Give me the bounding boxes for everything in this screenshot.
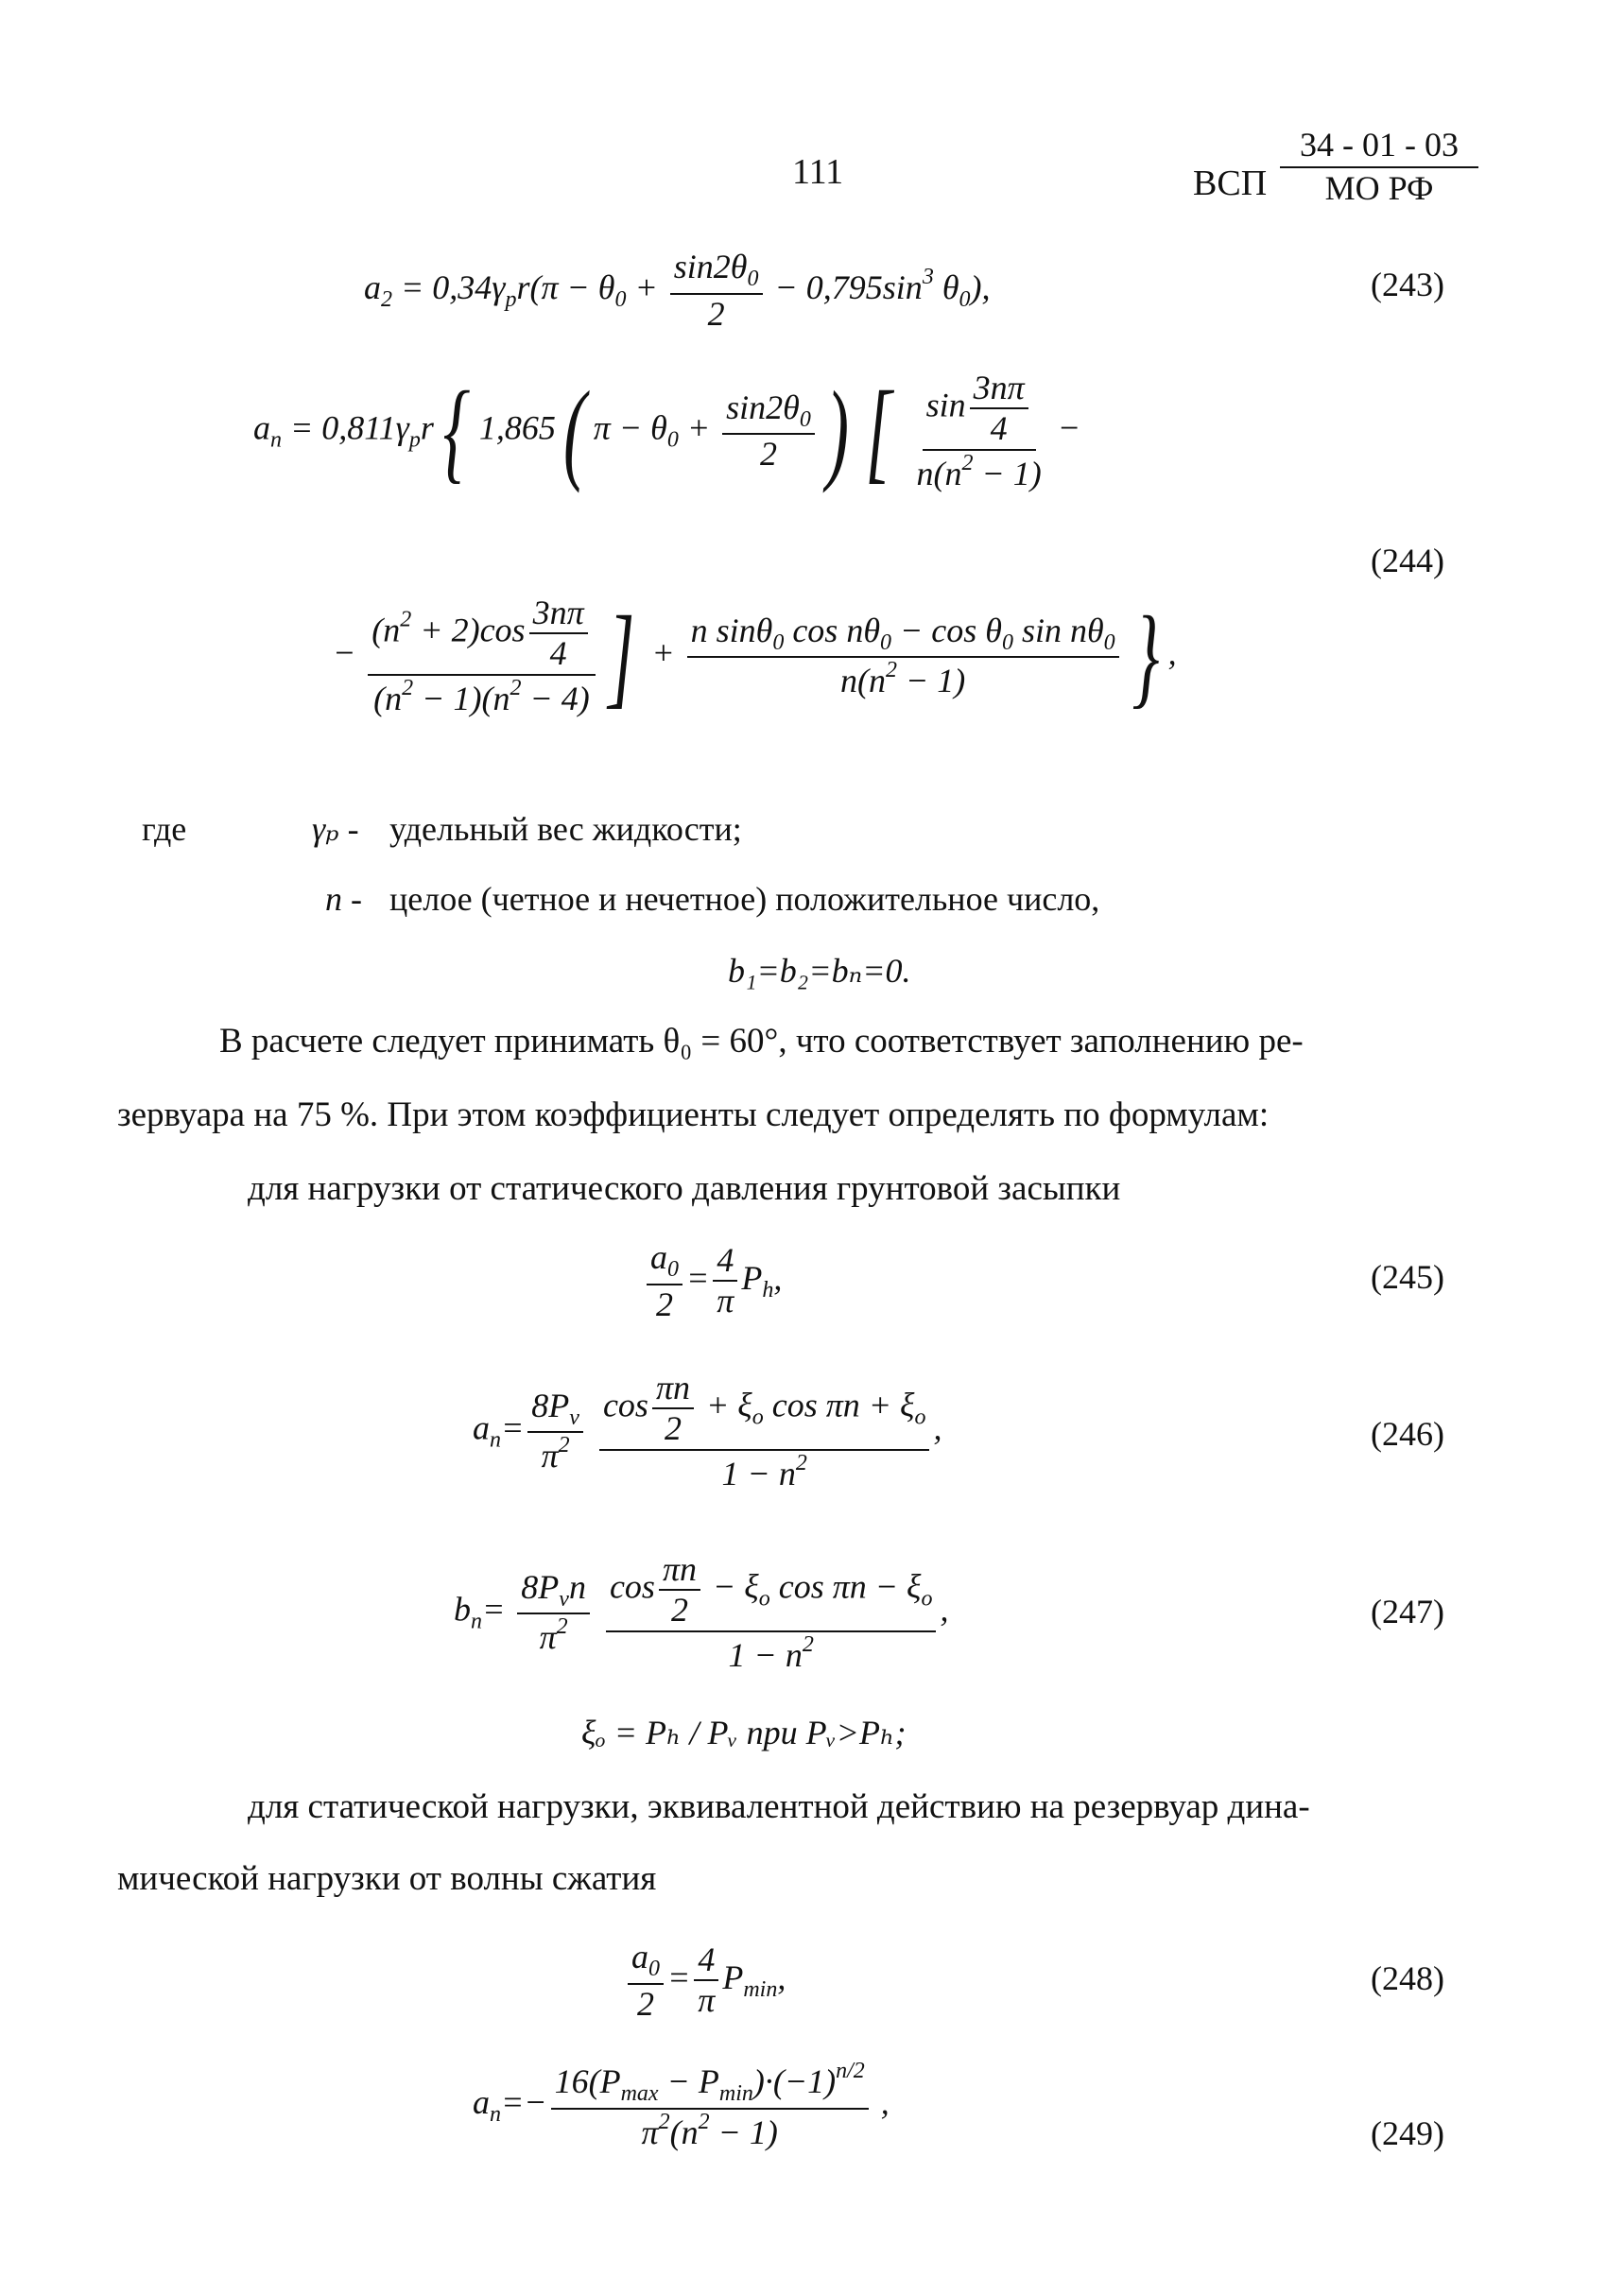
xi-definition: ξₒ = Pₕ / Pᵥ при Pᵥ>Pₕ;: [581, 1714, 907, 1751]
n-symbol: n -: [325, 880, 362, 918]
n-definition: целое (четное и нечетное) положительное число,: [389, 880, 1100, 918]
equation-246: $a_n=$ $\frac{8P_v}{\pi^2}$ cos $\frac{\pi n}{2}$ + $\xi_o$ $\cos \pi n + \xi_o$ $1 - n^2$ ,: [473, 1369, 942, 1492]
doc-code-bottom: МО РФ: [1324, 169, 1434, 207]
equation-247-number: (247): [1371, 1593, 1444, 1630]
equation-245-number: (245): [1371, 1258, 1444, 1296]
paragraph-3-line-1: для статической нагрузки, эквивалентной действию на резервуар дина-: [248, 1787, 1310, 1826]
equation-244-line-2: − $(n^2 + 2)\cos$ $\frac{3n\pi}{4}$ $(n^2 - 1)(n^2 - 4)$ ] + $\frac{n \sin\theta_0 \cos n\theta_0 - \cos \theta_0 \sin n\theta_0}{n(n^2 - 1)}$ } ,: [333, 593, 1177, 719]
equation-247: $b_n=$ $\frac{8P_vn}{\pi^2}$ cos $\frac{\pi n}{2}$ − $\xi_o$ $\cos \pi n - \xi_o$ $1 - n^2$ ,: [454, 1550, 949, 1674]
equation-249-number: (249): [1371, 2114, 1444, 2152]
paragraph-1-line-1: В расчете следует принимать θ₀ = 60°, что соответствует заполнению ре-: [219, 1022, 1304, 1061]
equation-248: $\frac{a_0}{2}$ = $\frac{4}{\pi}$ $P_{min}$,: [624, 1938, 786, 2024]
gamma-symbol: γₚ -: [312, 810, 359, 848]
equation-248-number: (248): [1371, 1959, 1444, 1997]
equation-245: $\frac{a_0}{2}$ = $\frac{4}{\pi}$ $P_h$,: [643, 1238, 782, 1324]
paragraph-3-line-2: мической нагрузки от волны сжатия: [117, 1859, 657, 1898]
paragraph-2: для нагрузки от статического давления грунтовой засыпки: [248, 1169, 1121, 1208]
gamma-definition: удельный вес жидкости;: [389, 810, 742, 848]
page-number: 111: [792, 152, 844, 192]
paragraph-1-line-2: зервуара на 75 %. При этом коэффициенты следует определять по формулам:: [117, 1095, 1270, 1134]
doc-code-top: 34 - 01 - 03: [1280, 125, 1478, 168]
equation-246-number: (246): [1371, 1415, 1444, 1453]
equation-243-number: (243): [1371, 266, 1444, 303]
equation-243: $a_2 = 0,34\gamma_pr(\pi - \theta_0$ + $\frac{\sin 2\theta_0}{2}$ − $0,795\sin^3$ $\theta_0$),: [364, 248, 991, 333]
equation-249: $a_n=-$ $\frac{16(P_{max} - P_{min})\cdot(-1)^{n/2}}{\pi^2(n^2 - 1)}$ ,: [473, 2059, 890, 2151]
b-zero-equation: b₁=b₂=bₙ=0.: [728, 952, 911, 990]
where-label: где: [142, 810, 187, 848]
doc-code: [1280, 125, 1478, 208]
doc-code-prefix: ВСП: [1193, 164, 1268, 203]
equation-244-line-1: $a_n = 0,811\gamma_pr${ 1,865( $\pi - \theta_0$ + $\frac{\sin 2\theta_0}{2}$ ) [ sin $\frac{3n\pi}{4}$ $n(n^2 - 1)$ −: [253, 368, 1081, 494]
equation-244-number: (244): [1371, 542, 1444, 579]
